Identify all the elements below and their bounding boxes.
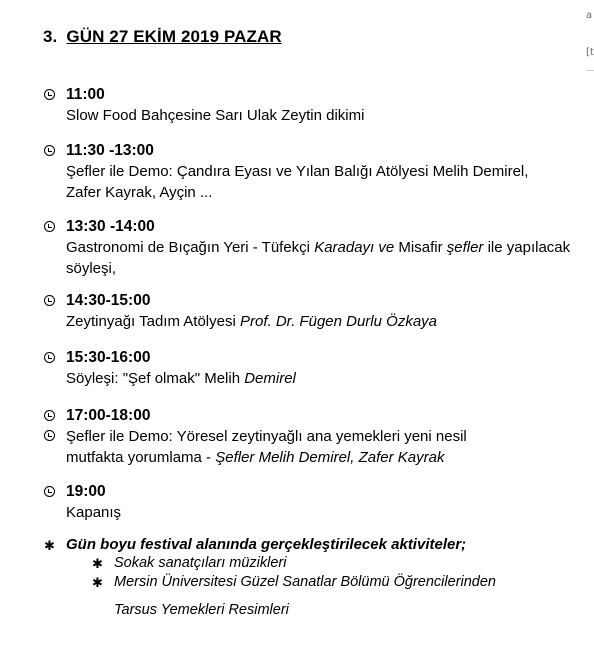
schedule-item	[44, 290, 584, 332]
activity-item-continuation: Tarsus Yemekleri Resimleri	[114, 602, 289, 618]
time-label: 17:00-18:00	[66, 407, 151, 424]
event-description	[66, 311, 584, 332]
event-description-line: Zafer Kayrak, Ayçin ...	[66, 184, 213, 201]
schedule-item	[44, 84, 584, 126]
time-label: 19:00	[66, 483, 106, 500]
event-description-line: söyleşi,	[66, 260, 117, 277]
clock-icon	[44, 486, 55, 497]
clock-icon	[44, 430, 55, 441]
text-part: Zeytinyağı Tadım Atölyesi	[66, 313, 240, 330]
time-label: 15:30-16:00	[66, 349, 151, 366]
text-italic: şefler	[446, 239, 484, 256]
text-italic: Prof. Dr. Fügen Durlu Özkaya	[239, 313, 437, 330]
event-description-line	[66, 447, 584, 468]
event-description: Kapanış	[66, 504, 122, 521]
time-label: 11:30 -13:00	[66, 142, 154, 159]
asterisk-bullet-icon: ✱	[92, 557, 103, 572]
text-part: mutfakta yorumlama -	[66, 449, 216, 466]
activity-item: Mersin Üniversitesi Güzel Sanatlar Bölümü Öğrencilerinden	[114, 574, 496, 590]
activity-item: Sokak sanatçıları müzikleri	[114, 555, 287, 571]
section-number: 3.	[43, 27, 58, 46]
day-heading	[43, 27, 282, 47]
text-italic: Karadayı ve	[314, 239, 395, 256]
day-title: GÜN 27 EKİM 2019 PAZAR	[66, 27, 282, 46]
time-label: 13:30 -14:00	[66, 218, 155, 235]
schedule-item	[44, 216, 584, 279]
event-description-line: Şefler ile Demo: Çandıra Eyası ve Yılan Balığı Atölyesi Melih Demirel,	[66, 163, 529, 180]
edge-divider	[586, 70, 594, 71]
edge-fragment: a	[586, 10, 593, 21]
event-description-line: Şefler ile Demo: Yöresel zeytinyağlı ana yemekleri yeni nesil	[66, 428, 467, 445]
text-part: Söyleşi: "Şef olmak" Melih	[66, 370, 245, 387]
text-part: ile yapılacak	[483, 239, 571, 256]
text-italic: Şefler Melih Demirel, Zafer Kayrak	[215, 449, 445, 466]
asterisk-bullet-icon: ✱	[44, 539, 55, 554]
text-italic: Demirel	[244, 370, 296, 387]
time-label: 14:30-15:00	[66, 292, 151, 309]
clock-icon	[44, 145, 55, 156]
text-part: Misafir	[394, 239, 447, 256]
schedule-item	[44, 347, 584, 389]
asterisk-bullet-icon: ✱	[92, 576, 103, 591]
event-description: Slow Food Bahçesine Sarı Ulak Zeytin dikimi	[66, 107, 365, 124]
event-description	[66, 368, 584, 389]
edge-fragment: [t	[586, 47, 594, 58]
time-label: 11:00	[66, 86, 105, 103]
clock-icon	[44, 295, 55, 306]
clock-icon	[44, 89, 55, 100]
text-part: Gastronomi de Bıçağın Yeri - Tüfekçi	[66, 239, 315, 256]
clock-icon	[44, 221, 55, 232]
clock-icon	[44, 410, 55, 421]
schedule-item	[44, 405, 584, 468]
schedule-item	[44, 140, 584, 203]
activities-title: Gün boyu festival alanında gerçekleştirilecek aktiviteler;	[66, 536, 467, 553]
event-description-line	[66, 237, 584, 258]
schedule-item	[44, 481, 584, 523]
clock-icon	[44, 352, 55, 363]
